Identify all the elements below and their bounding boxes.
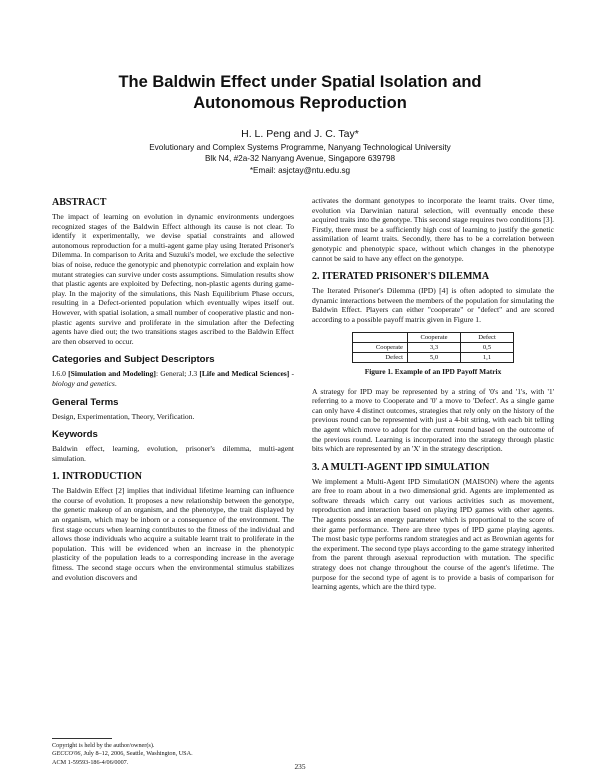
affiliation-line-1: Evolutionary and Complex Systems Programme, Nanyang Technological University: [149, 143, 451, 152]
maison-heading: 3. A MULTI-AGENT IPD SIMULATION: [312, 461, 490, 473]
abstract-text: The impact of learning on evolution in dynamic environments undergoes recognized stages of the Baldwin Effect although its cause is not clear. To identify it experimentally, we devise spatial constraints and allowed autonomous reproduction for a multi-agent game play using Iterated Prisoner's Dilemma. In comparison to Arita and Suzuki's model, we exclude the selective bias of noise, reduce the genotypic and phenotypic correlation and explain how mutant strategies can survive under costs assumptions. Simulation results show that plastic agents are exploited by Defecting, non-plastic agents during game-play. In the majority of the simulations, this Nash Equilibrium Phase occurs, resulting in a Defect-oriented population which eventually wipes itself out. However, with spatial isolation, a small number of cooperative plastic and non-plastic agents survive and proliferate in the simulation after the Defecting agents have died out; the two transitions stages ascribed to the Baldwin Effect are then observed to occur.: [52, 212, 294, 346]
keywords-heading: Keywords: [52, 429, 98, 441]
table-cell: 5,0: [408, 352, 461, 362]
categories-mid: : General; J.3: [155, 369, 200, 379]
footnote-rule: [52, 738, 112, 739]
table-cell: 1,1: [461, 352, 514, 362]
table-cell: 0,5: [461, 342, 514, 352]
table-header-cell: Defect: [461, 332, 514, 342]
introduction-continued-text: activates the dormant genotypes to incorporate the learnt traits. Over time, evolution via Darwinian natural selection, will eventually encode these acquired traits into the genotype. This second stage requires two conditions [3]. Firstly, there must be a sufficiently high cost of learning to justify the genetic assimilation of learnt traits. Secondly, there has to be a correlation between genotypic and phenotypic space, without which changes in the phenotype cannot be said to have any effect on the genotype.: [312, 196, 554, 263]
title-line-1: The Baldwin Effect under Spatial Isolation and: [118, 73, 482, 91]
categories-heading: Categories and Subject Descriptors: [52, 354, 215, 366]
categories-bold-1: [Simulation and Modeling]: [68, 369, 156, 379]
table-header-row: [353, 332, 514, 342]
abstract-heading: ABSTRACT: [52, 197, 107, 208]
copyright-line-2: [52, 750, 294, 758]
conference-details: , July 8–12, 2006, Seattle, Washington, USA.: [80, 750, 193, 758]
introduction-text: The Baldwin Effect [2] implies that individual lifetime learning can influence the course of evolution. It proposes a new relationship between the genotype, the genetic makeup of an organism, and the phenotype, the trait displayed by an organism, which may be inborn or a consequence of the environment. The first stage occurs when learning contributes to the fitness of the individual and allows those individuals who acquire a suitable learnt trait to proliferate in the population. This will be evidenced when an increase in the phenotypic plasticity of the population leads to a corresponding increase in the average fitness. The second stage occurs when the environmental stimulus stabilizes and evolution discovers and: [52, 486, 294, 582]
conference-name: GECCO'06: [52, 750, 81, 758]
payoff-matrix-table: [352, 332, 514, 363]
general-terms-heading: General Terms: [52, 396, 119, 408]
table-row-label: Defect: [353, 352, 408, 362]
affiliation-line-2: Blk N4, #2a-32 Nanyang Avenue, Singapore 639798: [204, 154, 396, 164]
paper-title: [60, 72, 540, 114]
authors: H. L. Peng and J. C. Tay*: [241, 128, 359, 140]
categories-bold-2: [Life and Medical Sciences]: [199, 369, 290, 379]
table-corner-cell: [353, 332, 408, 342]
ipd-text-2: A strategy for IPD may be represented by a string of '0's and '1's, with '1' referring to a move to Cooperate and '0' a move to 'Defect'. As a single game can only have 4 distinct outcomes, strategies that rely only on the history of the previous round can be represented with just a 4-bit string, with each bit telling the agent which move to adopt for the current round based on the outcome of the previous round. Learning is incorporated into the strategy through plastic bits which are represented by an 'X' in the strategy description.: [312, 386, 554, 454]
table-row: [353, 342, 514, 352]
copyright-line-3: ACM 1-59593-186-4/06/0007.: [52, 758, 129, 766]
left-column: [52, 196, 294, 589]
payoff-matrix-wrapper: [312, 332, 554, 363]
general-terms-text: Design, Experimentation, Theory, Verification.: [52, 411, 195, 421]
affiliation: [60, 142, 540, 176]
introduction-heading: 1. INTRODUCTION: [52, 471, 143, 483]
title-line-2: Autonomous Reproduction: [193, 94, 407, 112]
figure-caption: Figure 1. Example of an IPD Payoff Matrix: [364, 366, 502, 376]
categories-code: I.6.0: [52, 369, 69, 379]
ipd-text-1: The Iterated Prisoner's Dilemma (IPD) [4] is often adopted to simulate the dynamic interactions between the members of the population for simulating the Baldwin Effect. Players can either "cooperate" or "defect" and are scored according to a possible payoff matrix given in Figure 1.: [312, 286, 554, 324]
keywords-text: Baldwin effect, learning, evolution, prisoner's dilemma, multi-agent simulation.: [52, 444, 294, 463]
table-header-cell: Cooperate: [408, 332, 461, 342]
page-number: 235: [294, 762, 306, 771]
table-row-label: Cooperate: [353, 342, 408, 352]
categories-text: [52, 369, 294, 388]
ipd-heading: 2. ITERATED PRISONER'S DILEMMA: [312, 271, 490, 283]
table-cell: 3,3: [408, 342, 461, 352]
categories-italic: - biology and genetics: [52, 369, 294, 388]
right-column: [312, 196, 554, 599]
table-row: [353, 352, 514, 362]
maison-text: We implement a Multi-Agent IPD SimulatiON (MAISON) where the agents are free to roam about in a two dimensional grid. Agents are implemented as software threads which carry out various activities such as movement, reproduction and interaction based on playing IPD games with other agents. The agents possess an energy parameter which is proportional to the score of their game performance. There are three types of IPD game playing agents. The most basic type performs random strategies and act as Brownian agents for the experiment. The second type plays according to the game strategy inherited from the parent through asexual reproduction with mutation. The specific strategy does not change throughout the course of the agent's lifetime. The purpose for the second type of agent is to provide a basis of comparison for learning agents, which are the third type.: [312, 476, 554, 592]
categories-end: .: [114, 378, 117, 388]
affiliation-email: *Email: asjctay@ntu.edu.sg: [249, 165, 351, 175]
copyright-line-1: Copyright is held by the author/owner(s).: [52, 742, 155, 749]
